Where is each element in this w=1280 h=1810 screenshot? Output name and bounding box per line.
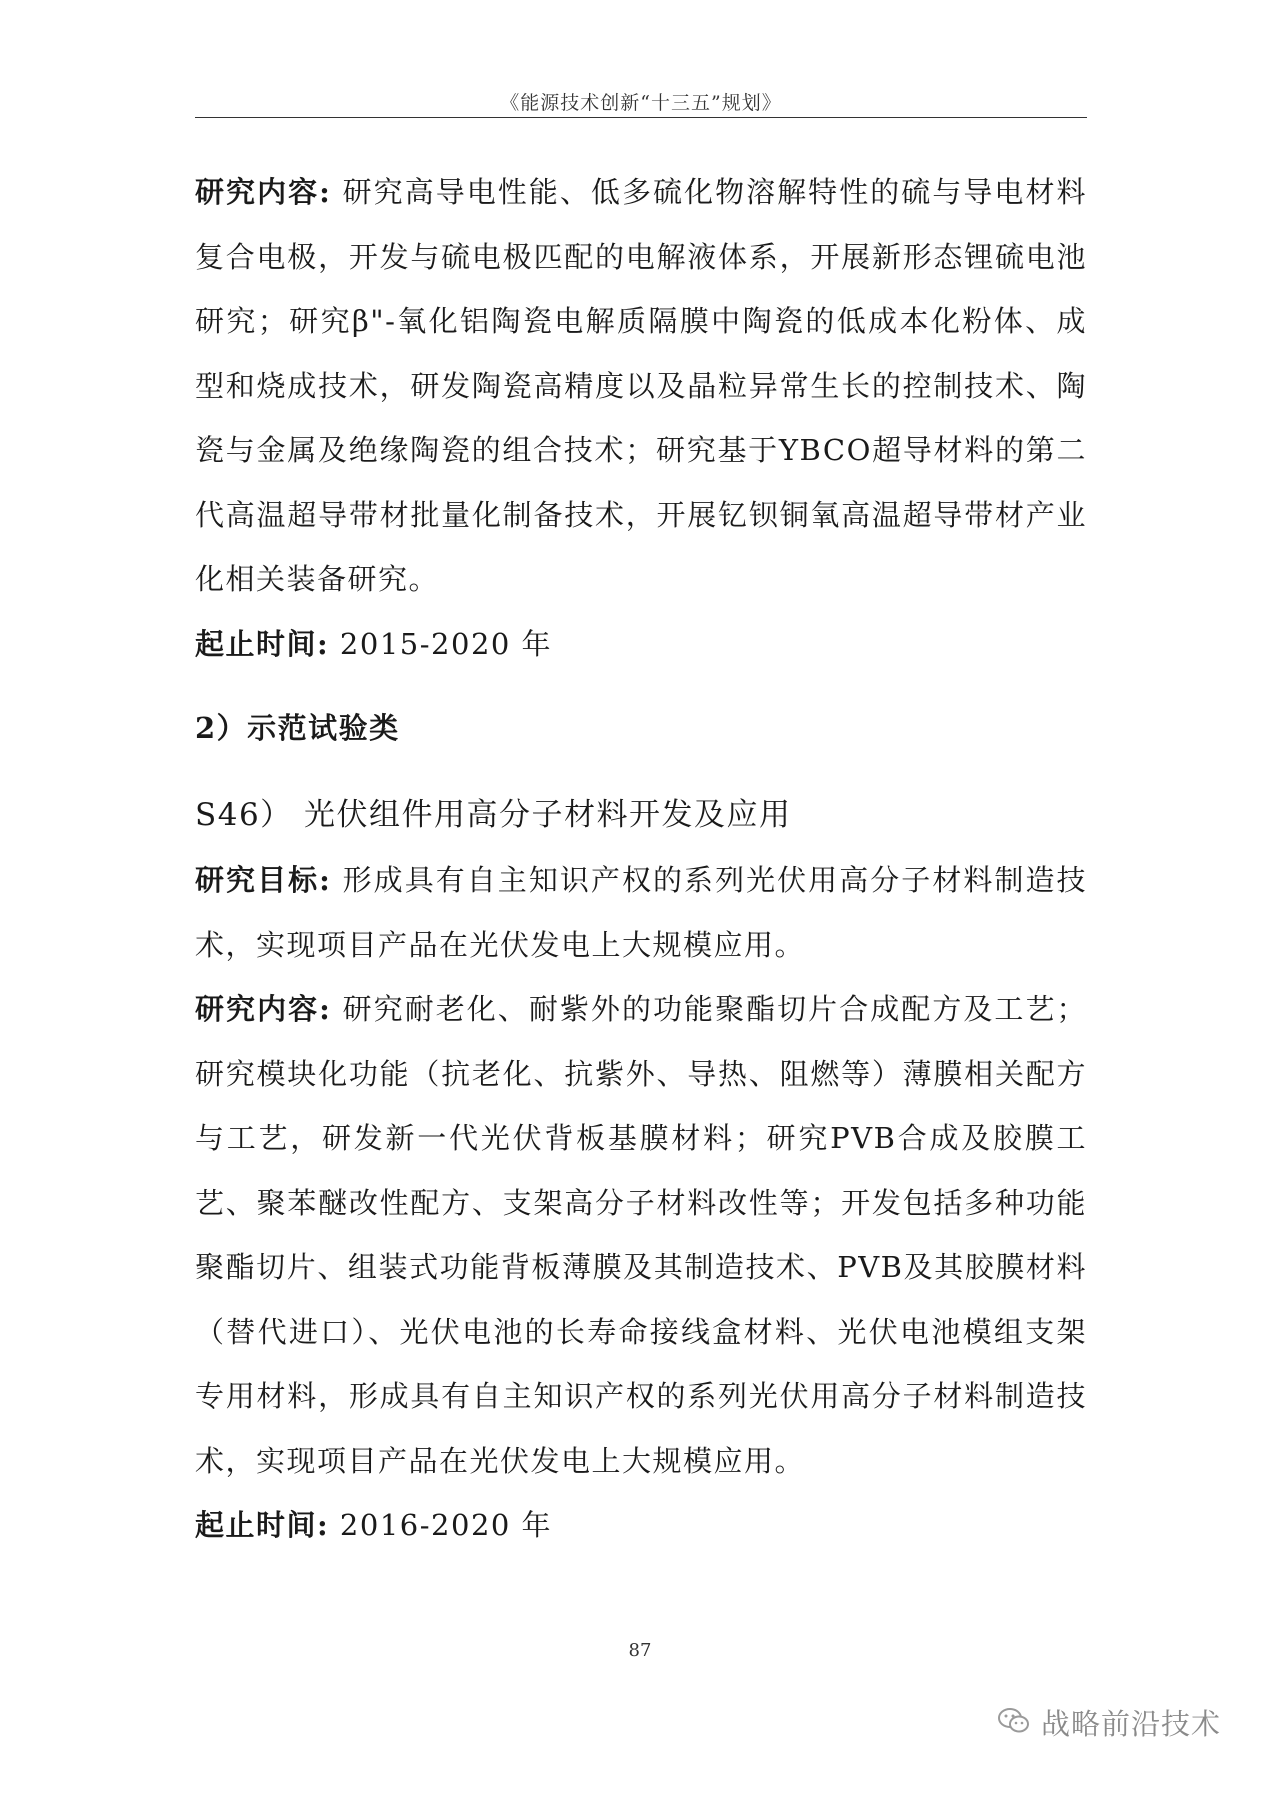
project-period-paragraph bbox=[195, 1493, 1087, 1558]
research-content-label: 研究内容: bbox=[195, 175, 332, 209]
period-label: 起止时间: bbox=[195, 626, 330, 661]
watermark-text: 战略前沿技术 bbox=[1041, 1707, 1222, 1741]
research-goal-label: 研究目标: bbox=[195, 863, 332, 897]
research-goal-text: 形成具有自主知识产权的系列光伏用高分子材料制造技术，实现项目产品在光伏发电上大规模应用。 bbox=[195, 863, 1087, 962]
project-period-label: 起止时间: bbox=[195, 1508, 330, 1542]
watermark bbox=[997, 1702, 1221, 1743]
section-heading: 2）示范试验类 bbox=[195, 711, 400, 745]
page-content bbox=[195, 160, 1087, 1558]
period-text: 2015-2020 年 bbox=[329, 626, 553, 661]
period-paragraph bbox=[195, 612, 1087, 677]
wechat-icon bbox=[997, 1706, 1031, 1740]
research-content-paragraph bbox=[195, 160, 1087, 612]
page-number: 87 bbox=[628, 1640, 652, 1661]
project-period-text: 2016-2020 年 bbox=[329, 1508, 553, 1542]
project-heading: S46） 光伏组件用高分子材料开发及应用 bbox=[195, 797, 792, 833]
project-content-text: 研究耐老化、耐紫外的功能聚酯切片合成配方及工艺；研究模块化功能（抗老化、抗紫外、导热、阻燃等）薄膜相关配方与工艺，研发新一代光伏背板基膜材料；研究PVB合成及胶膜工艺、聚苯醚改性配方、支架高分子材料改性等；开发包括多种功能聚酯切片、组装式功能背板薄膜及其制造技术、PVB及其胶膜材料（替代进口）、光伏电池的长寿命接线盒材料、光伏电池模组支架专用材料，形成具有自主知识产权的系列光伏用高分子材料制造技术，实现项目产品在光伏发电上大规模应用。 bbox=[195, 992, 1087, 1478]
header-rule bbox=[195, 117, 1087, 118]
research-content-text: 研究高导电性能、低多硫化物溶解特性的硫与导电材料复合电极，开发与硫电极匹配的电解液体系，开展新形态锂硫电池研究；研究β"-氧化铝陶瓷电解质隔膜中陶瓷的低成本化粉体、成型和烧成技术，研发陶瓷高精度以及晶粒异常生长的控制技术、陶瓷与金属及绝缘陶瓷的组合技术；研究基于YBCO超导材料的第二代高温超导带材批量化制备技术，开展钇钡铜氧高温超导带材产业化相关装备研究。 bbox=[195, 175, 1087, 596]
project-content-paragraph bbox=[195, 977, 1087, 1493]
running-header: 《能源技术创新“十三五”规划》 bbox=[500, 92, 782, 114]
research-goal-paragraph bbox=[195, 848, 1087, 977]
project-content-label: 研究内容: bbox=[195, 992, 332, 1026]
